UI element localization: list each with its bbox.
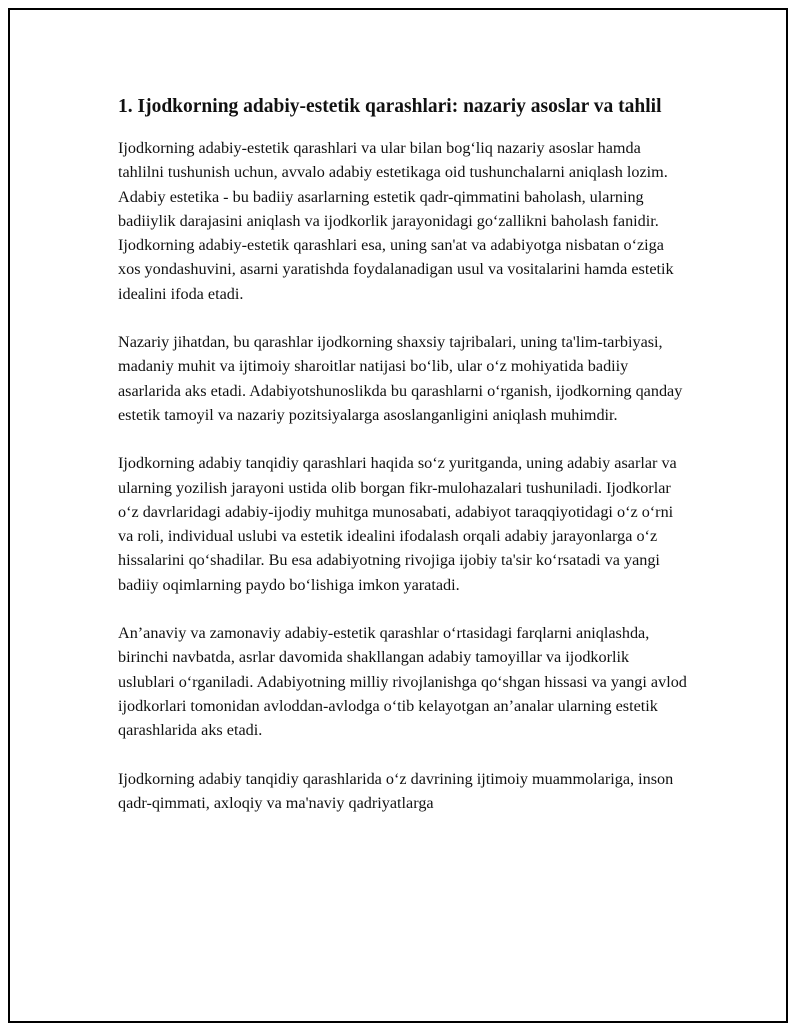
section-heading: 1. Ijodkorning adabiy-estetik qarashlari: nazariy asoslar va tahlil: [118, 96, 662, 117]
paragraph: Ijodkorning adabiy tanqidiy qarashlarida o‘z davrining ijtimoiy muammolariga, inson qadr-qimmati, axloqiy va ma'naviy qadriyatlarga: [118, 769, 674, 812]
paragraph: Nazariy jihatdan, bu qarashlar ijodkorning shaxsiy tajribalari, uning ta'lim-tarbiyasi, madaniy muhit va ijtimoiy sharoitlar natijasi bo‘lib, ular o‘z mohiyatida badiiy asarlarida aks etadi. Adabiyotshunoslikda bu qarashlarni o‘rganish, ijodkorning qanday estetik tamoyil va nazariy pozitsiyalarga asoslanganligini aniqlash muhimdir.: [118, 333, 683, 424]
paragraph: Ijodkorning adabiy-estetik qarashlari va ular bilan bog‘liq nazariy asoslar hamda tahlilni tushunish uchun, avvalo adabiy estetikaga oid tushunchalarni aniqlash lozim. Adabiy estetika - bu badiiy asarlarning estetik qadr-qimmatini baholash, ularning badiiylik darajasini aniqlash va ijodkorlik jarayonidagi go‘zallikni baholash fanidir. Ijodkorning adabiy-estetik qarashlari esa, uning san'at va adabiyotga nisbatan o‘ziga xos yondashuvini, asarni yaratishda foydalanadigan usul va vositalarini hamda estetik idealini ifoda etadi.: [118, 139, 674, 303]
paragraph: Ijodkorning adabiy tanqidiy qarashlari haqida so‘z yuritganda, uning adabiy asarlar va ularning yozilish jarayoni ustida olib borgan fikr-mulohazalari tushuniladi. Ijodkorlar o‘z davrlaridagi adabiy-ijodiy muhitga munosabati, adabiyot taraqqiyotidagi o‘z o‘rni va roli, individual uslubi va estetik idealini ifodalash orqali adabiy jarayonlarga o‘z hissalarini qo‘shadilar. Bu esa adabiyotning rivojiga ijobiy ta'sir ko‘rsatadi va yangi badiiy oqimlarning paydo bo‘lishiga imkon yaratadi.: [118, 454, 677, 594]
document-body: [118, 92, 688, 839]
paragraph: An’anaviy va zamonaviy adabiy-estetik qarashlar o‘rtasidagi farqlarni aniqlashda, birinchi navbatda, asrlar davomida shakllangan adabiy tamoyillar va ijodkorlik uslublari o‘rganiladi. Adabiyotning milliy rivojlanishga qo‘shgan hissasi va yangi avlod ijodkorlari tomonidan avloddan-avlodga o‘tib kelayotgan an’analar ularning estetik qarashlarida aks etadi.: [118, 624, 687, 740]
